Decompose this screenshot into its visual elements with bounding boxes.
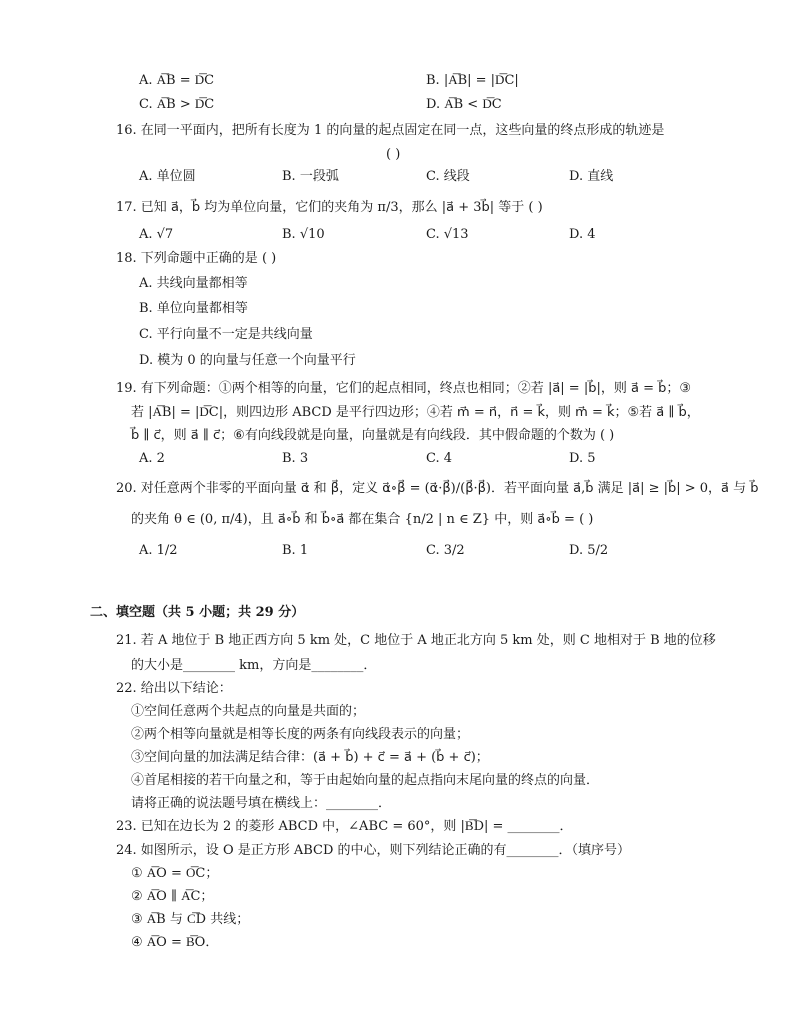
q19-line-2: 若 |A͞B| = |D͞C|，则四边形 ABCD 是平行四边形；④若 m⃗ = n⃗，n⃗ = k⃗，则 m⃗ = k⃗；⑤若 a⃗ ∥ b⃗，	[131, 405, 700, 420]
q16-stem: 16. 在同一平面内，把所有长度为 1 的向量的起点固定在同一点，这些向量的终点形成的轨迹是	[116, 123, 665, 138]
q24-item-2: ② A͞O ∥ A͞C；	[131, 889, 214, 904]
q17-option-c: C. √13	[426, 227, 469, 242]
q20-option-b: B. 1	[282, 543, 309, 558]
q15-option-b: B. |A͞B| = |D͞C|	[426, 73, 519, 88]
q18-option-c: C. 平行向量不一定是共线向量	[139, 327, 313, 342]
q22-item-4: ④首尾相接的若干向量之和，等于由起始向量的起点指向末尾向量的终点的向量．	[131, 773, 600, 788]
q19-option-c: C. 4	[426, 451, 453, 466]
q24-item-1: ① A͞O = O͞C；	[131, 866, 219, 881]
q17-option-d: D. 4	[569, 227, 596, 242]
q16-option-d: D. 直线	[569, 169, 614, 184]
q18-stem: 18. 下列命题中正确的是 ( )	[116, 251, 277, 266]
q18-option-a: A. 共线向量都相等	[139, 276, 248, 291]
q16-option-b: B. 一段弧	[282, 169, 339, 184]
q20-line-1: 20. 对任意两个非零的平面向量 α⃗ 和 β⃗，定义 α⃗∘β⃗ = (α⃗·β⃗)/(β⃗·β⃗)．若平面向量 a⃗,b⃗ 满足 |a⃗| ≥ |b⃗| > 0，a⃗ 与 b⃗	[116, 481, 759, 496]
q22-fill-line: 请将正确的说法题号填在横线上：________．	[131, 796, 392, 811]
q22-item-2: ②两个相等向量就是相等长度的两条有向线段表示的向量；	[131, 727, 470, 742]
q22-item-3: ③空间向量的加法满足结合律：(a⃗ + b⃗) + c⃗ = a⃗ + (b⃗ + c⃗)；	[131, 750, 489, 765]
q16-option-c: C. 线段	[426, 169, 470, 184]
q24-item-4: ④ A͞O = B͞O．	[131, 935, 219, 950]
q19-option-a: A. 2	[139, 451, 165, 466]
q20-option-d: D. 5/2	[569, 543, 609, 558]
q23-stem: 23. 已知在边长为 2 的菱形 ABCD 中，∠ABC = 60°，则 |B͞D| = ________．	[116, 819, 573, 834]
q18-option-d: D. 模为 0 的向量与任意一个向量平行	[139, 353, 356, 368]
q19-option-b: B. 3	[282, 451, 309, 466]
q17-option-a: A. √7	[139, 227, 174, 242]
q21-line-1: 21. 若 A 地位于 B 地正西方向 5 km 处，C 地位于 A 地正北方向 5 km 处，则 C 地相对于 B 地的位移	[116, 633, 716, 648]
q17-option-b: B. √10	[282, 227, 325, 242]
q22-item-1: ①空间任意两个共起点的向量是共面的；	[131, 704, 366, 719]
q15-option-a: A. A͞B = D͞C	[139, 73, 215, 88]
q16-paren: ( )	[386, 147, 401, 162]
q20-option-c: C. 3/2	[426, 543, 465, 558]
q19-line-1: 19. 有下列命题：①两个相等的向量，它们的起点相同，终点也相同；②若 |a⃗| = |b⃗|，则 a⃗ = b⃗；③	[116, 381, 691, 396]
q24-stem: 24. 如图所示，设 O 是正方形 ABCD 的中心，则下列结论正确的有________．（填序号）	[116, 843, 631, 858]
q19-option-d: D. 5	[569, 451, 596, 466]
q21-line-2: 的大小是________ km，方向是________．	[131, 658, 377, 673]
q15-option-c: C. A͞B > D͞C	[139, 97, 215, 112]
q15-option-d: D. A͞B < D͞C	[426, 97, 502, 112]
q20-line-2: 的夹角 θ ∈ (0, π/4)，且 a⃗∘b⃗ 和 b⃗∘a⃗ 都在集合 {n/2 | n ∈ Z} 中，则 a⃗∘b⃗ = ( )	[131, 512, 594, 527]
q19-line-3: b⃗ ∥ c⃗，则 a⃗ ∥ c⃗；⑥有向线段就是向量，向量就是有向线段．其中假命题的个数为 ( )	[131, 428, 615, 443]
q16-option-a: A. 单位圆	[139, 169, 196, 184]
q18-option-b: B. 单位向量都相等	[139, 301, 248, 316]
q22-stem: 22. 给出以下结论：	[116, 681, 232, 696]
q17-stem: 17. 已知 a⃗，b⃗ 均为单位向量，它们的夹角为 π/3，那么 |a⃗ + 3b⃗| 等于 ( )	[116, 200, 543, 215]
q20-option-a: A. 1/2	[139, 543, 178, 558]
q24-item-3: ③ A͞B 与 C͞D 共线；	[131, 912, 250, 927]
section-title-fill-in: 二、填空题（共 5 小题；共 29 分）	[90, 605, 305, 620]
